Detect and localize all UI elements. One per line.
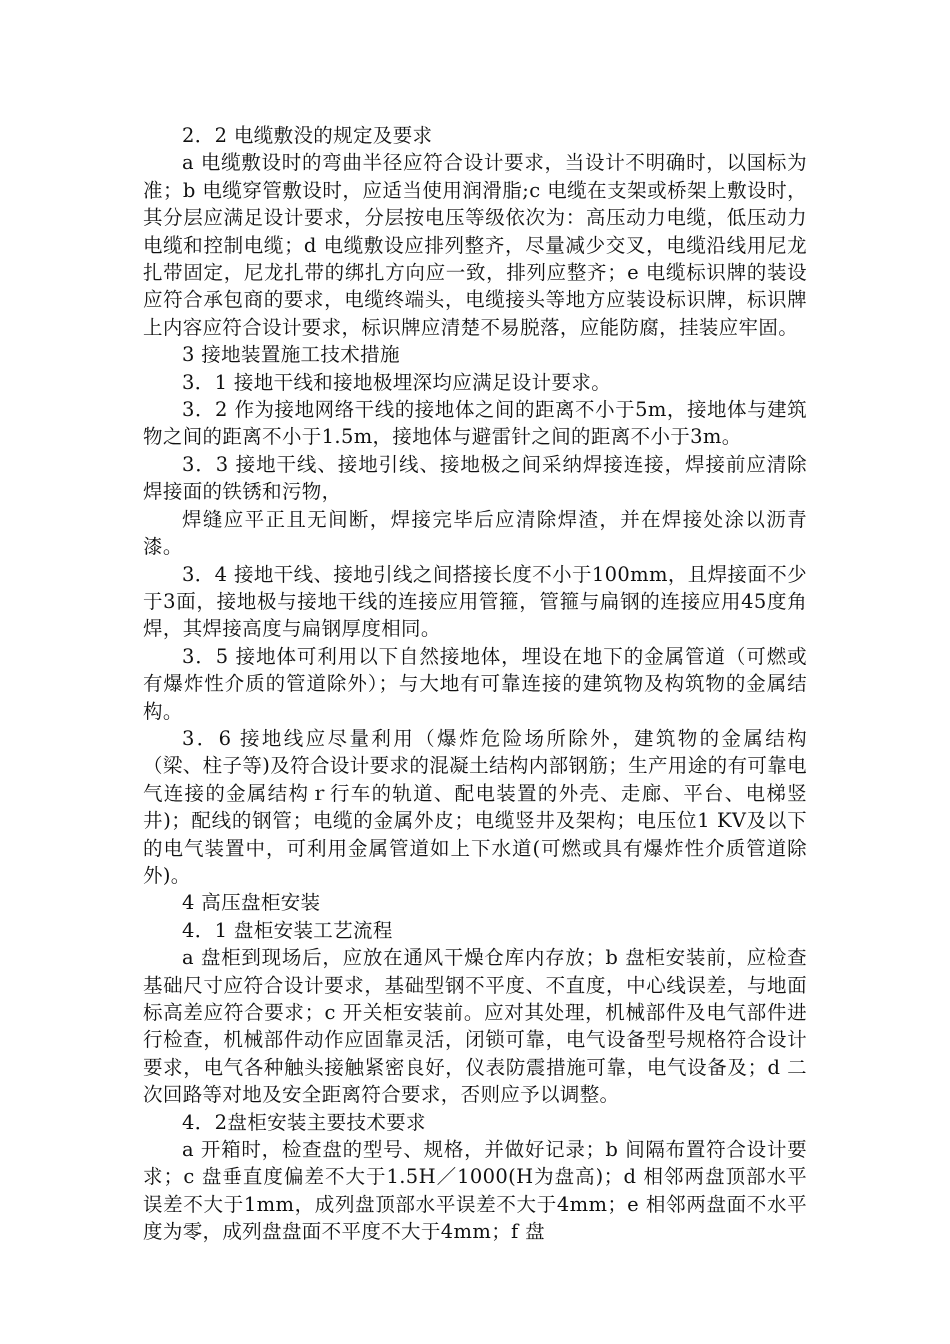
paragraph: a 电缆敷设时的弯曲半径应符合设计要求，当设计不明确时，以国标为准；b 电缆穿管敷设时，应适当使用润滑脂;c 电缆在支架或桥架上敷设时，其分层应满足设计要求，分层按电压等级依次为：高压动力电缆，低压动力电缆和控制电缆；d 电缆敷设应排列整齐，尽量减少交叉，电缆沿线用尼龙扎带固定，尼龙扎带的绑扎方向应一致，排列应整齐；e 电缆标识牌的装设应符合承包商的要求，电缆终端头，电缆接头等地方应装设标识牌，标识牌上内容应符合设计要求，标识牌应清楚不易脱落，应能防腐，挂装应牢固。: [143, 151, 807, 339]
paragraph: 3．1 接地干线和接地极埋深均应满足设计要求。: [182, 370, 612, 394]
paragraph: a 开箱时，检查盘的型号、规格，并做好记录；b 间隔布置符合设计要求；c 盘垂直度偏差不大于1.5H／1000(H为盘高)；d 相邻两盘顶部水平误差不大于1mm，成列盘顶部水平误差不大于4mm；e 相邻两盘面不水平度为零，成列盘盘面不平度不大于4mm；f 盘: [143, 1138, 807, 1244]
paragraph: 3．3 接地干线、接地引线、接地极之间采纳焊接连接，焊接前应清除焊接面的铁锈和污物，: [143, 452, 807, 504]
paragraph: 焊缝应平正且无间断，焊接完毕后应清除焊渣，并在焊接处涂以沥青漆。: [143, 507, 807, 559]
document-body: [143, 122, 807, 1246]
paragraph: 3．5 接地体可利用以下自然接地体，埋设在地下的金属管道（可燃或有爆炸性介质的管道除外）；与大地有可靠连接的建筑物及构筑物的金属结构。: [143, 644, 807, 723]
paragraph: 3．2 作为接地网络干线的接地体之间的距离不小于5m，接地体与建筑物之间的距离不小于1.5m，接地体与避雷针之间的距离不小于3m。: [143, 398, 807, 449]
paragraph: a 盘柜到现场后，应放在通风干燥仓库内存放；b 盘柜安装前，应检查基础尺寸应符合设计要求，基础型钢不平度、不直度，中心线误差，与地面标高差应符合要求；c 开关柜安装前。应对其处理，机械部件及电气部件进行检查，机械部件动作应固靠灵活，闭锁可靠，电气设备型号规格符合设计要求，电气各种触头接触紧密良好，仪表防震措施可靠，电气设备及；d 二次回路等对地及安全距离符合要求，否则应予以调整。: [143, 946, 807, 1107]
paragraph: 4 高压盘柜安装: [182, 891, 321, 915]
paragraph: 4．2盘柜安装主要技术要求: [182, 1110, 426, 1134]
paragraph: 3．6 接地线应尽量利用（爆炸危险场所除外，建筑物的金属结构（梁、柱子等)及符合设计要求的混凝土结构内部钢筋；生产用途的有可靠电气连接的金属结构ｒ行车的轨道、配电装置的外壳、走廊、平台、电梯竖井)；配线的钢管；电缆的金属外皮；电缆竖井及架构；电压位1 KV及以下的电气装置中，可利用金属管道如上下水道(可燃或具有爆炸性介质管道除外)。: [143, 726, 807, 887]
paragraph: 3．4 接地干线、接地引线之间搭接长度不小于100mm，且焊接面不少于3面，接地极与接地干线的连接应用管箍，管箍与扁钢的连接应用45度角焊，其焊接高度与扁钢厚度相同。: [143, 562, 807, 641]
paragraph: 4．1 盘柜安装工艺流程: [182, 918, 393, 942]
paragraph: 3 接地装置施工技术措施: [182, 343, 400, 367]
paragraph: 2．2 电缆敷没的规定及要求: [182, 124, 433, 147]
